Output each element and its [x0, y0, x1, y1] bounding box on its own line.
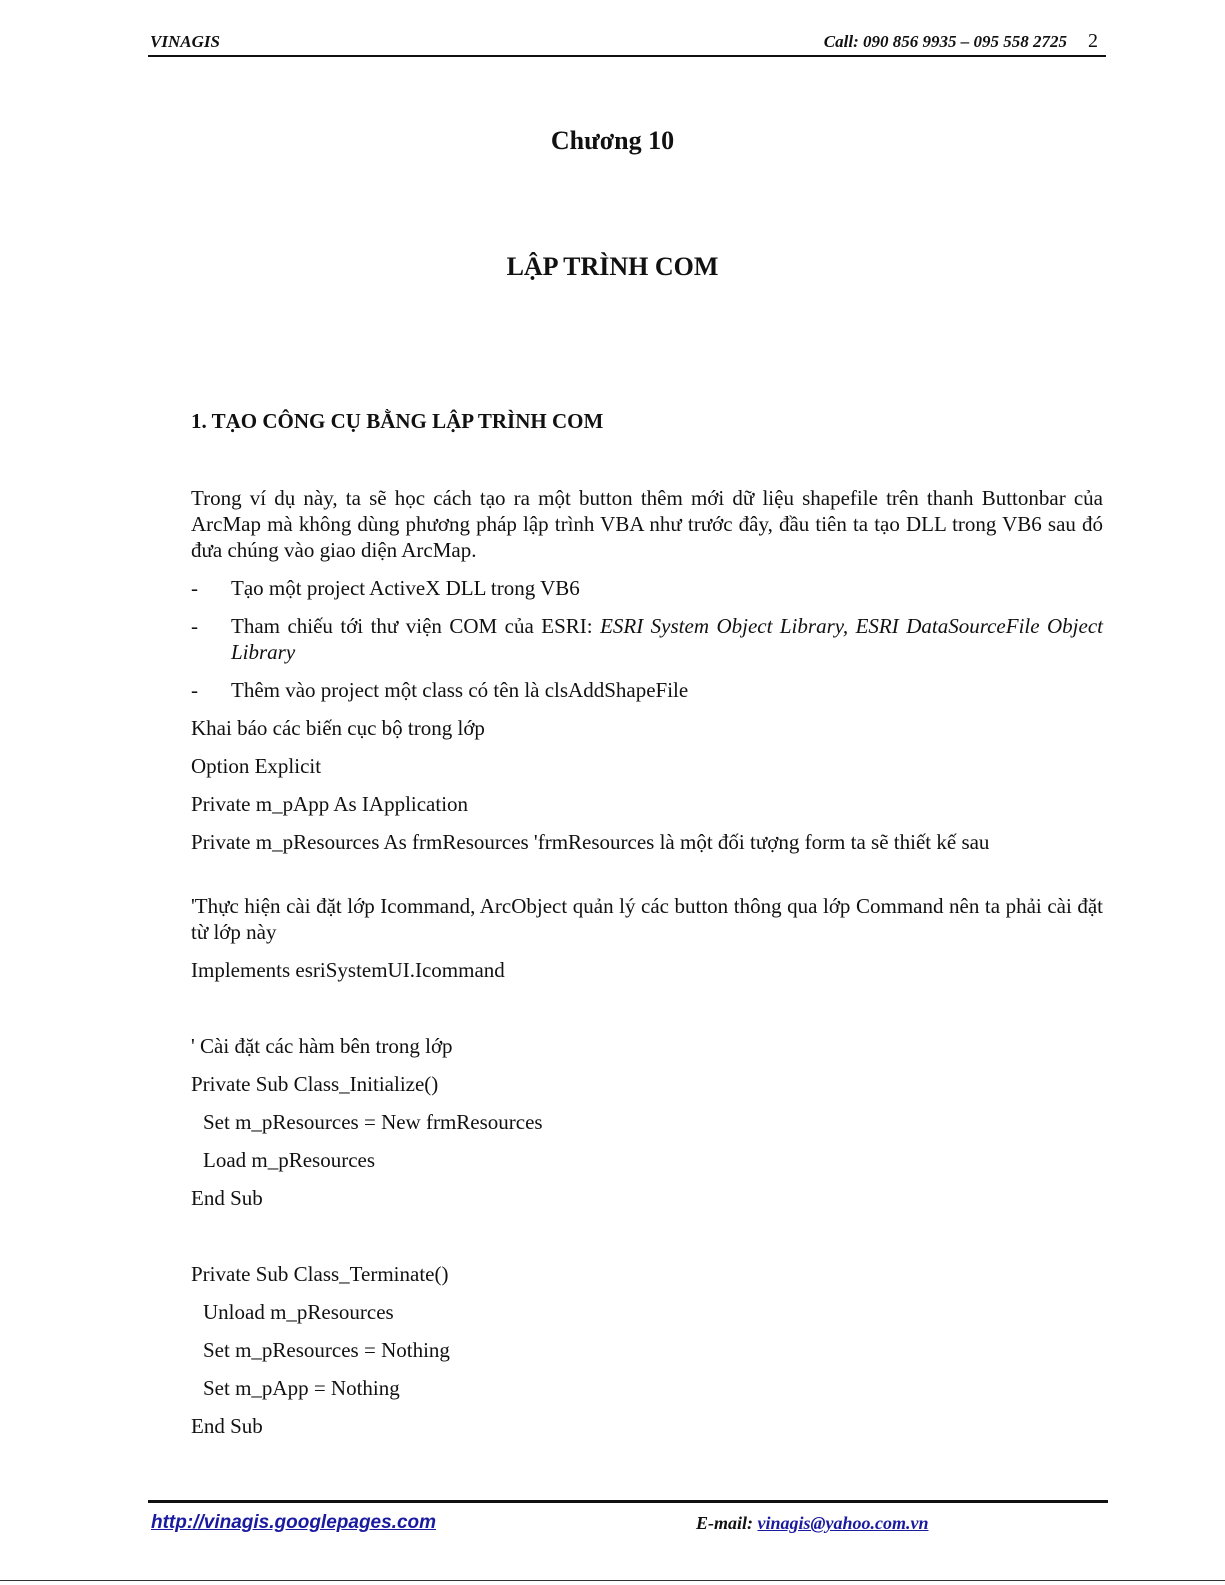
intro-paragraph: Trong ví dụ này, ta sẽ học cách tạo ra một button thêm mới dữ liệu shapefile trên thanh Buttonbar của ArcMap mà không dùng phương pháp lập trình VBA như trước đây, đầu tiên ta tạo DLL trong VB6 sau đó đưa chúng vào giao diện ArcMap.: [191, 486, 1103, 562]
code-line-implements: Implements esriSystemUI.Icommand: [191, 958, 505, 982]
bullet-dash: -: [191, 614, 198, 638]
code-line: Private m_pApp As IApplication: [191, 792, 469, 816]
body-text: [191, 485, 1103, 1439]
code-line: Set m_pResources = New frmResources: [203, 1110, 543, 1134]
bullet-dash: -: [191, 576, 198, 600]
footer-email: [696, 1513, 928, 1534]
bullet-text-wrap: [231, 613, 1103, 665]
code-line: End Sub: [191, 1186, 263, 1210]
section-heading: 1. TẠO CÔNG CỤ BẰNG LẬP TRÌNH COM: [191, 409, 604, 433]
footer-website-link[interactable]: http://vinagis.googlepages.com: [151, 1512, 437, 1533]
footer-rule: [148, 1500, 1108, 1503]
list-item: [191, 677, 1103, 703]
list-item: [191, 575, 1103, 601]
code-line: End Sub: [191, 1414, 263, 1438]
chapter-title: LẬP TRÌNH COM: [506, 252, 719, 281]
code-line: Set m_pApp = Nothing: [203, 1376, 400, 1400]
footer-email-link[interactable]: vinagis@yahoo.com.vn: [757, 1513, 929, 1533]
code-line-resources: Private m_pResources As frmResources 'frmResources là một đối tượng form ta sẽ thiết kế sau: [191, 830, 990, 854]
implements-note: 'Thực hiện cài đặt lớp Icommand, ArcObject quản lý các button thông qua lớp Command nên ta phải cài đặt từ lớp này: [191, 894, 1103, 944]
bullet-text: Tạo một project ActiveX DLL trong VB6: [231, 576, 580, 600]
bullet-text: Thêm vào project một class có tên là clsAddShapeFile: [231, 678, 689, 702]
list-item: [191, 613, 1103, 665]
code-line: Private Sub Class_Terminate(): [191, 1262, 449, 1286]
footer-email-label: E-mail:: [696, 1513, 758, 1533]
header-brand: VINAGIS: [150, 32, 220, 51]
bullet-text: Tham chiếu tới thư viện COM của ESRI:: [231, 614, 601, 638]
code-line: Unload m_pResources: [203, 1300, 394, 1324]
code-line: Load m_pResources: [203, 1148, 376, 1172]
bullet-dash: -: [191, 678, 198, 702]
page-number: 2: [1088, 30, 1098, 52]
declare-note: Khai báo các biến cục bộ trong lớp: [191, 716, 485, 740]
bullet-italic-text: ESRI System Object Library, ESRI DataSourceFile Object Library: [231, 614, 1103, 664]
code-line: Private Sub Class_Initialize(): [191, 1072, 439, 1096]
header-contact: Call: 090 856 9935 – 095 558 2725: [823, 32, 1067, 51]
page-bottom-edge: [0, 1580, 1225, 1581]
code-line: Option Explicit: [191, 754, 322, 778]
chapter-heading: Chương 10: [550, 126, 675, 155]
header-rule: [148, 55, 1106, 57]
events-note: ' Cài đặt các hàm bên trong lớp: [191, 1034, 453, 1058]
code-line: Set m_pResources = Nothing: [203, 1338, 450, 1362]
